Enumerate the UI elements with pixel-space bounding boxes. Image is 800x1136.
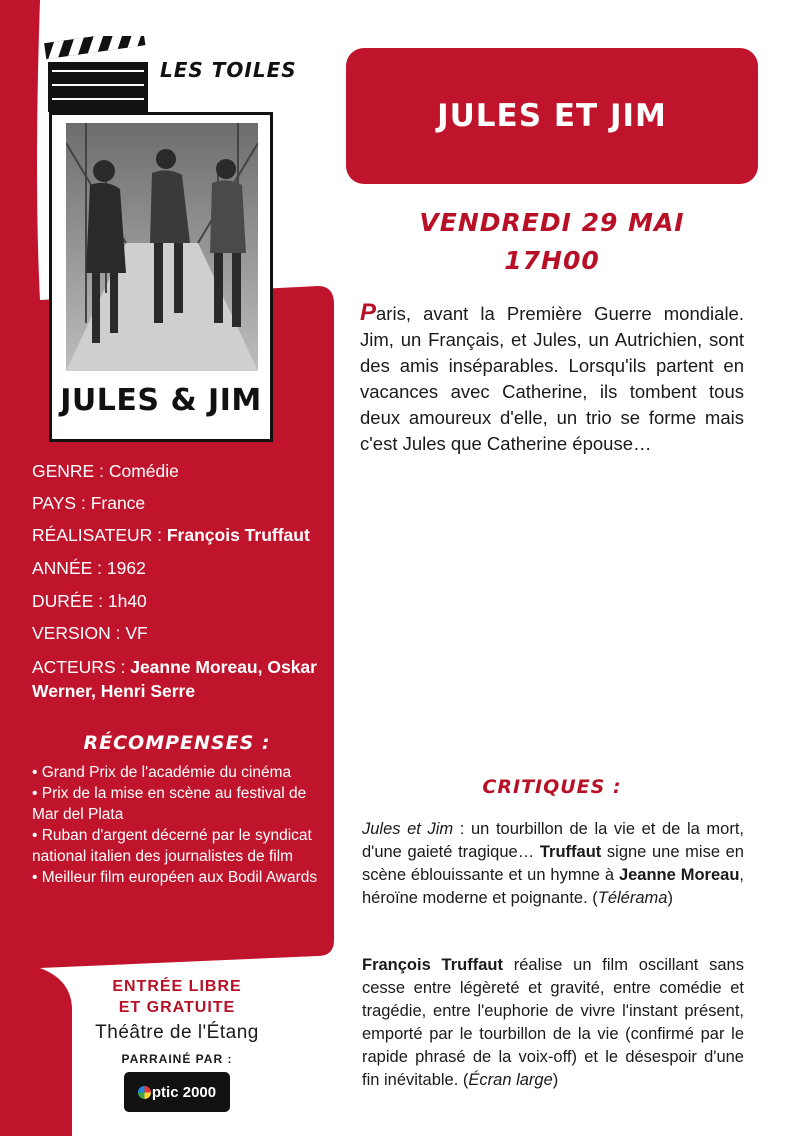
info-value: 1962 xyxy=(106,558,146,578)
critique-text: ) xyxy=(667,889,673,907)
award-item: • Prix de la mise en scène au festival de Mar del Plata xyxy=(32,785,307,823)
info-value: François Truffaut xyxy=(166,525,310,545)
venue: Théâtre de l'Étang xyxy=(95,1022,259,1043)
critique-telerama xyxy=(362,818,744,910)
poster-title: JULES & JIM xyxy=(60,383,262,418)
info-genre xyxy=(32,460,342,482)
title-banner xyxy=(346,48,758,184)
info-value: Comédie xyxy=(108,461,179,481)
info-year xyxy=(32,557,342,579)
info-duration xyxy=(32,590,342,612)
critique-source: Télérama xyxy=(597,889,668,907)
free-entry xyxy=(32,976,322,1018)
critique-text: : un tourbillon de la vie et de la mort, d'une gaieté tragique… xyxy=(362,820,744,861)
info-label: DURÉE : xyxy=(32,591,108,611)
brand-label: LES TOILES xyxy=(160,58,297,82)
sponsor-o-icon xyxy=(138,1086,151,1099)
info-actors xyxy=(32,655,332,703)
info-value: Jeanne Moreau, Oskar Werner, Henri Serre xyxy=(32,657,317,701)
time-line: 17H00 xyxy=(504,246,600,275)
critique-text: signe une mise en scène éblouissante et un hymne à xyxy=(362,843,744,884)
award-item: • Meilleur film européen aux Bodil Awards xyxy=(32,869,318,886)
synopsis xyxy=(360,300,744,457)
info-director xyxy=(32,524,342,546)
info-label: GENRE : xyxy=(32,461,109,481)
critique-ecran-large xyxy=(362,954,744,1092)
awards-title: RÉCOMPENSES : xyxy=(83,732,271,754)
critique-bold: Truffaut xyxy=(539,843,602,861)
critique-text: , héroïne moderne et poignante. ( xyxy=(362,866,744,907)
date-line: VENDREDI 29 MAI xyxy=(419,208,685,237)
critiques-title: CRITIQUES : xyxy=(482,776,622,798)
critique-bold: Jeanne Moreau xyxy=(618,866,740,884)
info-country xyxy=(32,492,342,514)
sponsor-name: ptic 2000 xyxy=(151,1083,217,1101)
info-label: PAYS : xyxy=(32,493,91,513)
critique-bold: François Truffaut xyxy=(362,956,503,974)
sponsor-label: PARRAINÉ PAR : xyxy=(121,1052,233,1066)
entry-line: ENTRÉE LIBRE xyxy=(112,978,242,995)
info-value: VF xyxy=(125,623,148,643)
movie-poster xyxy=(49,112,273,442)
info-label: VERSION : xyxy=(32,623,126,643)
info-value: 1h40 xyxy=(107,591,147,611)
clapperboard-icon xyxy=(44,36,154,114)
info-label: RÉALISATEUR : xyxy=(32,525,167,545)
critique-source: Écran large xyxy=(468,1071,553,1089)
info-label: ANNÉE : xyxy=(32,558,107,578)
info-value: France xyxy=(90,493,146,513)
entry-line: ET GRATUITE xyxy=(118,999,236,1016)
page-title: JULES ET JIM xyxy=(437,98,667,134)
award-item: • Ruban d'argent décerné par le syndicat national italien des journalistes de film xyxy=(32,827,312,865)
critique-text: ) xyxy=(552,1071,559,1089)
poster-photo xyxy=(66,123,258,371)
award-item: • Grand Prix de l'académie du cinéma xyxy=(32,764,292,781)
critique-text: réalise un film oscillant sans cesse entre légèreté et gravité, entre comédie et tragédie, entre l'euphorie de vivre l'instant présent, emporté par le tourbillon de la vie (confirmé par le rapide phrasé de la voix-off) et le désespoir d'une fin inévitable. ( xyxy=(362,956,744,1089)
critique-film-title: Jules et Jim xyxy=(362,820,454,838)
info-label: ACTEURS : xyxy=(32,657,131,677)
sponsor-logo xyxy=(124,1072,230,1112)
dropcap: P xyxy=(360,299,377,326)
info-version xyxy=(32,622,342,644)
synopsis-text: aris, avant la Première Guerre mondiale. Jim, un Français, et Jules, un Autrichien, sont des amis inséparables. Lorsqu'ils partent en vacances avec Catherine, ils tombent tous deux amoureux d'elle, un trio se forme mais c'est Jules que Catherine épouse… xyxy=(360,303,744,454)
awards-list xyxy=(32,762,332,888)
